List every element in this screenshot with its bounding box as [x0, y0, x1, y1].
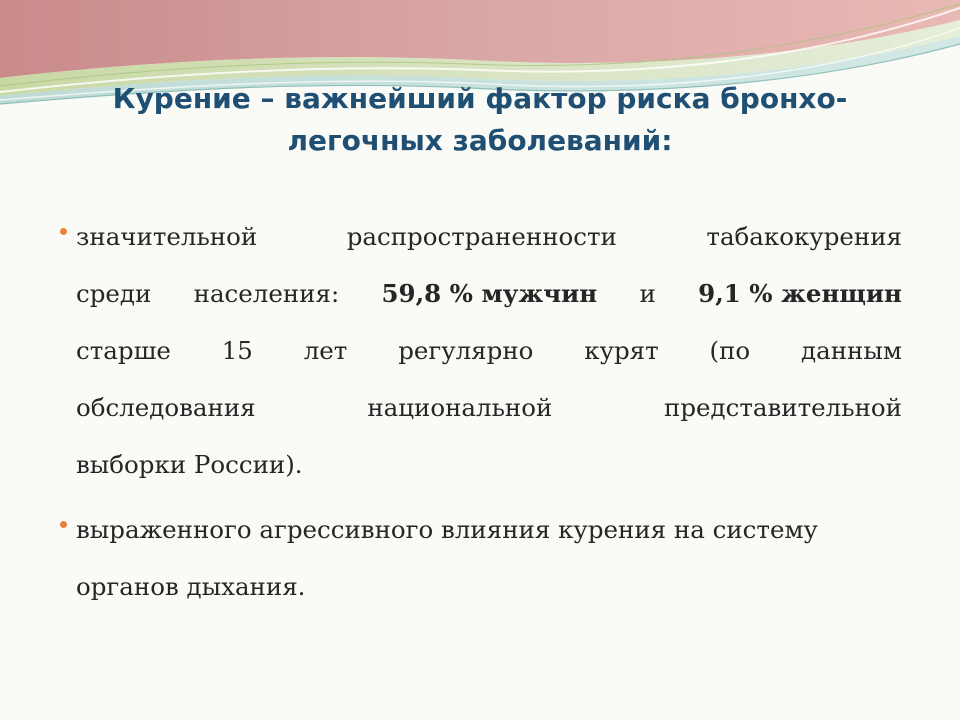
- bullet-line: [76, 558, 902, 615]
- text-word: и: [639, 279, 656, 308]
- bullet-dot-icon: [60, 228, 67, 235]
- text-word: выборки России).: [76, 450, 303, 479]
- text-word: курят: [584, 336, 659, 365]
- bullet-line: [76, 436, 902, 493]
- text-word: распространенности: [346, 222, 617, 251]
- text-word: табакокурения: [706, 222, 902, 251]
- bullet-list: [60, 208, 902, 615]
- bullet-line: [76, 322, 902, 379]
- bullet-dot-icon: [60, 521, 67, 528]
- title-line-2: легочных заболеваний:: [287, 124, 673, 157]
- slide-title: [60, 78, 900, 162]
- text-word: регулярно: [398, 336, 534, 365]
- text-word: обследования: [76, 393, 256, 422]
- bullet-line: [76, 501, 902, 558]
- men-statistic: 59,8 % мужчин: [381, 279, 598, 308]
- text-line: органов дыхания.: [76, 572, 306, 601]
- women-statistic: 9,1 % женщин: [698, 279, 902, 308]
- text-word: старше: [76, 336, 171, 365]
- bullet-line: [76, 208, 902, 265]
- bullet-line: [76, 265, 902, 322]
- text-word: значительной: [76, 222, 258, 251]
- bullet-line: [76, 379, 902, 436]
- title-line-1: Курение – важнейший фактор риска бронхо-: [112, 82, 848, 115]
- text-word: представительной: [664, 393, 902, 422]
- bullet-item-smoking-prevalence: [60, 208, 902, 493]
- text-word: национальной: [367, 393, 553, 422]
- text-word: (по: [709, 336, 751, 365]
- text-word: 15: [221, 336, 253, 365]
- text-word: населения:: [193, 279, 340, 308]
- text-word: данным: [801, 336, 902, 365]
- text-word: среди: [76, 279, 152, 308]
- text-line: выраженного агрессивного влияния курения на систему: [76, 515, 818, 544]
- bullet-item-respiratory-impact: [60, 501, 902, 615]
- text-word: лет: [303, 336, 348, 365]
